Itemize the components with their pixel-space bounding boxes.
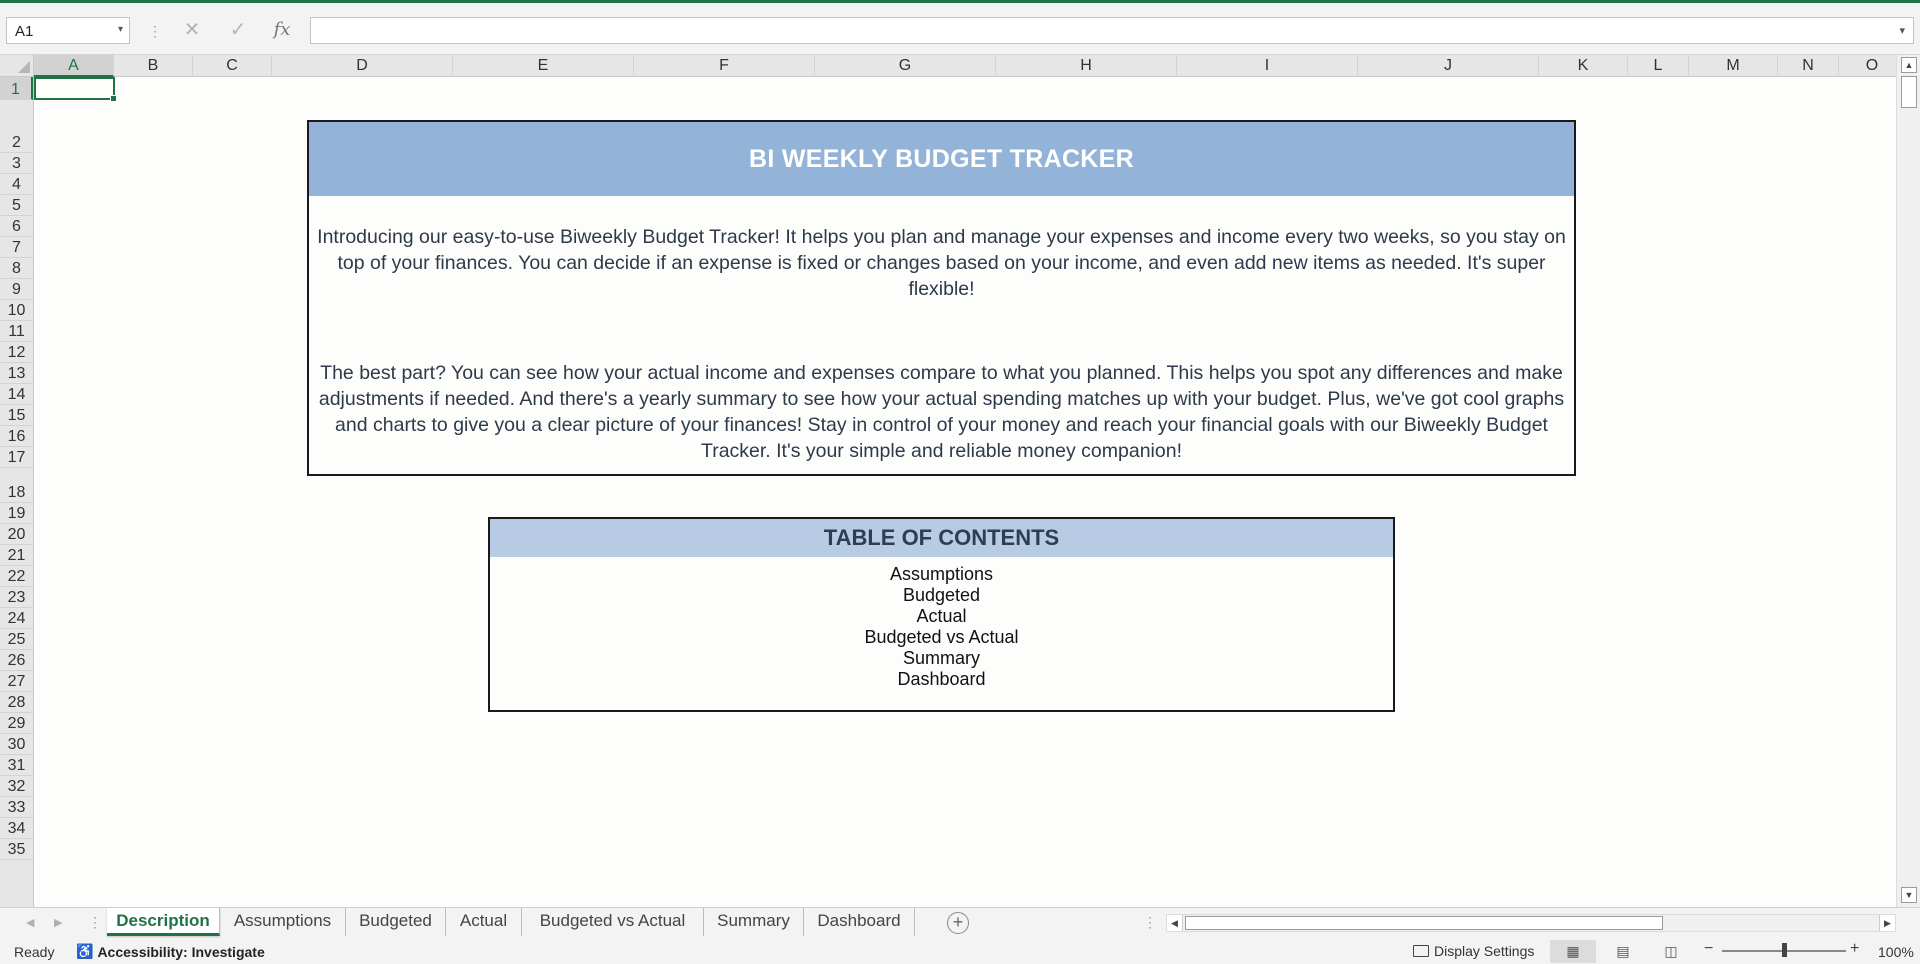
toc-link-budgeted-vs-actual[interactable]: Budgeted vs Actual [864,627,1019,647]
formula-input[interactable] [310,17,1914,44]
column-header-d[interactable]: D [272,55,453,77]
vertical-scroll-thumb[interactable] [1901,76,1917,108]
scrollbar-resize-handle[interactable]: ⋮ [1143,914,1157,930]
row-header-16[interactable]: 16 [0,426,33,447]
column-header-i[interactable]: I [1177,55,1358,77]
tab-overflow-icon[interactable]: ⋮ [88,914,102,930]
previous-sheet-icon[interactable]: ◀ [26,917,35,929]
row-header-3[interactable]: 3 [0,153,33,174]
row-header-25[interactable]: 25 [0,629,33,650]
zoom-in-icon[interactable]: + [1850,940,1860,957]
row-header-6[interactable]: 6 [0,216,33,237]
row-header-29[interactable]: 29 [0,713,33,734]
description-title: BI WEEKLY BUDGET TRACKER [748,144,1134,173]
scroll-left-icon[interactable]: ◀ [1167,915,1183,931]
select-all-button[interactable] [0,55,34,77]
sheet-tab-budgeted[interactable]: Budgeted [346,908,446,936]
column-header-b[interactable]: B [114,55,193,77]
row-header-8[interactable]: 8 [0,258,33,279]
row-header-17[interactable]: 17 [0,447,33,468]
table-of-contents-box [488,517,1395,712]
column-headers [34,55,1896,77]
formula-bar [0,3,1920,55]
page-break-preview-icon[interactable]: ◫ [1664,943,1678,959]
row-header-34[interactable]: 34 [0,818,33,839]
description-paragraph-1: Introducing our easy-to-use Biweekly Budget Tracker! It helps you plan and manage your expenses and income every two weeks, so you stay on top of your finances. You can decide if an expense is fixed or changes based on your income, and even add new items as needed. It's super flexible! [317,226,1566,300]
description-box [307,120,1576,476]
row-header-32[interactable]: 32 [0,776,33,797]
display-settings-button[interactable] [1413,943,1534,959]
row-header-21[interactable]: 21 [0,545,33,566]
row-header-9[interactable]: 9 [0,279,33,300]
zoom-out-icon[interactable]: − [1704,940,1714,957]
name-box-value: A1 [15,23,34,40]
column-header-j[interactable]: J [1358,55,1539,77]
row-header-1[interactable]: 1 [0,77,33,100]
column-header-h[interactable]: H [996,55,1177,77]
row-header-28[interactable]: 28 [0,692,33,713]
row-header-22[interactable]: 22 [0,566,33,587]
cell-area[interactable] [35,78,1896,907]
row-header-30[interactable]: 30 [0,734,33,755]
horizontal-scroll-thumb[interactable] [1185,916,1663,930]
column-header-k[interactable]: K [1539,55,1628,77]
normal-view-icon[interactable]: ▦ [1550,940,1596,963]
monitor-icon [1413,945,1429,957]
row-header-11[interactable]: 11 [0,321,33,342]
toc-link-budgeted[interactable]: Budgeted [902,585,981,605]
toc-list [490,564,1393,690]
more-options-icon[interactable]: ⋮ [148,23,162,39]
row-header-10[interactable]: 10 [0,300,33,321]
row-header-35[interactable]: 35 [0,839,33,860]
row-header-24[interactable]: 24 [0,608,33,629]
toc-link-dashboard[interactable]: Dashboard [897,669,986,689]
description-title-band [309,122,1574,196]
page-layout-view-icon[interactable]: ▤ [1616,943,1630,959]
row-header-14[interactable]: 14 [0,384,33,405]
row-header-7[interactable]: 7 [0,237,33,258]
column-header-a[interactable]: A [34,55,114,77]
description-paragraph-2: The best part? You can see how your actual income and expenses compare to what you planned. This helps you spot any differences and make adjustments if needed. And there's a yearly summary to see how your actual spending matches up with your budget. Plus, we've got cool graphs and charts to give you a clear picture of your finances! Stay in control of your money and reach your financial goals with our Biweekly Budget Tracker. It's your simple and reliable money companion! [318,362,1565,462]
row-header-33[interactable]: 33 [0,797,33,818]
scroll-up-icon[interactable]: ▲ [1901,57,1917,73]
toc-link-actual[interactable]: Actual [916,606,967,626]
column-header-n[interactable]: N [1778,55,1839,77]
active-cell-selection[interactable] [34,77,115,100]
status-ready: Ready [14,944,55,960]
display-settings-label: Display Settings [1434,943,1535,959]
row-header-27[interactable]: 27 [0,671,33,692]
row-header-19[interactable]: 19 [0,503,33,524]
column-header-o[interactable]: O [1839,55,1906,77]
sheet-tab-assumptions[interactable]: Assumptions [220,908,346,936]
column-header-m[interactable]: M [1689,55,1778,77]
vertical-scrollbar[interactable] [1896,55,1920,907]
enter-icon[interactable]: ✓ [229,19,247,41]
accessibility-label: Accessibility: Investigate [97,943,265,960]
row-header-20[interactable]: 20 [0,524,33,545]
row-header-13[interactable]: 13 [0,363,33,384]
insert-function-icon[interactable]: fx [273,19,291,40]
accessibility-icon: ♿ [76,943,94,959]
accessibility-checker[interactable] [76,943,265,960]
zoom-level[interactable]: 100% [1878,944,1914,960]
sheet-tab-dashboard[interactable]: Dashboard [804,908,915,936]
sheet-tab-budgeted-vs-actual[interactable]: Budgeted vs Actual [522,908,704,936]
row-header-2[interactable]: 2 [0,100,33,153]
name-box[interactable] [6,17,130,44]
column-header-c[interactable]: C [193,55,272,77]
next-sheet-icon[interactable]: ▶ [54,917,63,929]
row-header-18[interactable]: 18 [0,468,33,503]
row-header-15[interactable]: 15 [0,405,33,426]
cancel-icon[interactable]: ✕ [183,19,201,41]
toc-title-band [490,519,1393,557]
expand-formula-bar-icon[interactable]: ▾ [1899,25,1905,37]
toc-link-assumptions[interactable]: Assumptions [889,564,994,584]
row-header-12[interactable]: 12 [0,342,33,363]
column-header-g[interactable]: G [815,55,996,77]
row-header-5[interactable]: 5 [0,195,33,216]
toc-title: TABLE OF CONTENTS [823,525,1060,550]
add-sheet-icon[interactable]: + [947,912,969,934]
scroll-right-icon[interactable]: ▶ [1879,915,1895,931]
scroll-down-icon[interactable]: ▼ [1901,887,1917,903]
worksheet-grid [0,55,1920,907]
chevron-down-icon[interactable]: ▾ [117,24,123,35]
column-header-l[interactable]: L [1628,55,1689,77]
row-header-26[interactable]: 26 [0,650,33,671]
row-header-23[interactable]: 23 [0,587,33,608]
sheet-tab-bar [0,907,1920,939]
zoom-slider-thumb[interactable] [1782,943,1787,957]
sheet-tab-actual[interactable]: Actual [446,908,522,936]
column-header-e[interactable]: E [453,55,634,77]
row-header-4[interactable]: 4 [0,174,33,195]
toc-link-summary[interactable]: Summary [902,648,980,668]
horizontal-scrollbar[interactable] [1166,914,1896,932]
row-header-31[interactable]: 31 [0,755,33,776]
row-headers [0,77,34,907]
status-bar [0,939,1920,964]
sheet-tab-summary[interactable]: Summary [704,908,804,936]
column-header-f[interactable]: F [634,55,815,77]
sheet-tab-description[interactable]: Description [107,908,220,936]
